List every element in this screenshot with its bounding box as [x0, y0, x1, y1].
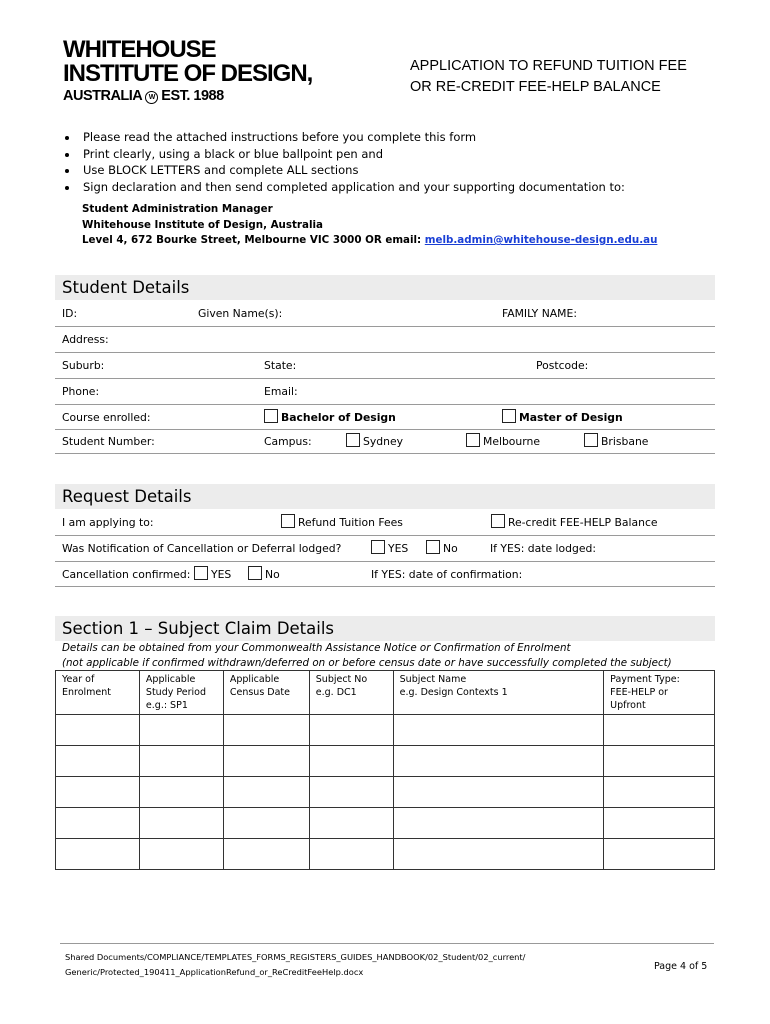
course-row [55, 405, 715, 430]
student-number-row [55, 430, 715, 454]
notification-no-checkbox[interactable] [426, 540, 440, 554]
table-cell[interactable] [223, 715, 309, 746]
table-row [56, 808, 715, 839]
table-row [56, 839, 715, 870]
table-header-row [56, 671, 715, 715]
logo-country: AUSTRALIA [63, 88, 143, 104]
cancellation-yes-checkbox[interactable] [194, 566, 208, 580]
instruction-item: • Sign declaration and then send completed application and your supporting documentation to: [79, 179, 717, 196]
logo-line-1: WHITEHOUSE [63, 36, 216, 63]
logo-line-3 [63, 88, 312, 104]
bachelor-checkbox[interactable] [264, 409, 278, 423]
email-label: Email: [264, 385, 298, 398]
master-checkbox[interactable] [502, 409, 516, 423]
yes-label: YES [388, 542, 409, 555]
suburb-label: Suburb: [62, 359, 105, 372]
section-heading-text: Request Details [62, 487, 192, 506]
address-label: Address: [62, 333, 109, 346]
logo-seal-icon: W [145, 91, 158, 104]
master-label: Master of Design [519, 411, 623, 424]
table-cell[interactable] [309, 746, 393, 777]
sydney-checkbox[interactable] [346, 433, 360, 447]
column-header: Applicable Census Date [223, 671, 309, 715]
column-header: Subject No e.g. DC1 [309, 671, 393, 715]
column-header: Payment Type: FEE-HELP or Upfront [604, 671, 715, 715]
table-cell[interactable] [56, 808, 140, 839]
brisbane-checkbox[interactable] [584, 433, 598, 447]
brisbane-option[interactable] [584, 433, 648, 448]
section1-note-line-1: Details can be obtained from your Commonwealth Assistance Notice or Confirmation of Enrolment [62, 642, 571, 654]
recredit-label: Re-credit FEE-HELP Balance [508, 516, 658, 529]
master-option[interactable] [502, 409, 623, 424]
melbourne-label: Melbourne [483, 435, 540, 448]
table-cell[interactable] [56, 715, 140, 746]
cancellation-confirmed-label: Cancellation confirmed: [62, 568, 191, 581]
table-cell[interactable] [139, 715, 223, 746]
table-cell[interactable] [139, 808, 223, 839]
address-line-2: Whitehouse Institute of Design, Australia [82, 218, 323, 231]
course-enrolled-label: Course enrolled: [62, 411, 151, 424]
student-details-heading [55, 275, 715, 300]
table-cell[interactable] [604, 808, 715, 839]
instructions-list [57, 129, 717, 195]
applying-to-label: I am applying to: [62, 516, 154, 529]
form-title [410, 56, 687, 98]
notification-no-option[interactable] [426, 540, 458, 555]
date-confirmation-label: If YES: date of confirmation: [371, 568, 523, 581]
footer-path [65, 950, 525, 980]
column-header: Year of Enrolment [56, 671, 140, 715]
table-row [56, 746, 715, 777]
table-cell[interactable] [223, 746, 309, 777]
table-cell[interactable] [223, 808, 309, 839]
table-cell[interactable] [139, 746, 223, 777]
form-title-line-1: APPLICATION TO REFUND TUITION FEE [410, 58, 687, 74]
melbourne-checkbox[interactable] [466, 433, 480, 447]
phone-row [55, 379, 715, 405]
table-cell[interactable] [139, 777, 223, 808]
cancellation-row [55, 562, 715, 587]
table-cell[interactable] [56, 777, 140, 808]
footer-path-line-2: Generic/Protected_190411_ApplicationRefund_or_ReCreditFeeHelp.docx [65, 967, 364, 977]
footer-divider [60, 943, 714, 944]
section1-note-line-2: (not applicable if confirmed withdrawn/deferred on or before census date or have successfully completed the subject) [62, 656, 672, 669]
table-cell[interactable] [604, 839, 715, 870]
sydney-option[interactable] [346, 433, 403, 448]
campus-label: Campus: [264, 435, 312, 448]
recredit-checkbox[interactable] [491, 514, 505, 528]
phone-label: Phone: [62, 385, 100, 398]
section1-note [62, 641, 722, 670]
yes-label: YES [211, 568, 232, 581]
table-cell[interactable] [223, 777, 309, 808]
address-row [55, 327, 715, 353]
refund-label: Refund Tuition Fees [298, 516, 403, 529]
sydney-label: Sydney [363, 435, 403, 448]
table-cell[interactable] [309, 808, 393, 839]
email-link[interactable]: melb.admin@whitehouse-design.edu.au [424, 234, 658, 246]
table-cell[interactable] [393, 746, 604, 777]
section-heading-text: Student Details [62, 278, 190, 297]
section-heading-text: Section 1 – Subject Claim Details [62, 619, 335, 638]
table-cell[interactable] [393, 839, 604, 870]
section1-heading [55, 616, 715, 641]
column-header: Subject Name e.g. Design Contexts 1 [393, 671, 604, 715]
refund-checkbox[interactable] [281, 514, 295, 528]
table-cell[interactable] [309, 839, 393, 870]
postcode-label: Postcode: [536, 359, 589, 372]
table-cell[interactable] [309, 777, 393, 808]
address-line-3 [82, 233, 657, 249]
table-cell[interactable] [393, 808, 604, 839]
student-number-label: Student Number: [62, 435, 155, 448]
instruction-item: • Please read the attached instructions before you complete this form [79, 129, 717, 146]
notification-yes-option[interactable] [371, 540, 408, 555]
table-cell[interactable] [393, 715, 604, 746]
instruction-item: • Use BLOCK LETTERS and complete ALL sections [79, 162, 717, 179]
address-street: Level 4, 672 Bourke Street, Melbourne VIC 3000 OR email: [82, 234, 425, 246]
state-label: State: [264, 359, 297, 372]
table-cell[interactable] [223, 839, 309, 870]
notification-yes-checkbox[interactable] [371, 540, 385, 554]
applying-row [55, 510, 715, 536]
cancellation-no-checkbox[interactable] [248, 566, 262, 580]
logo-established: EST. 1988 [161, 88, 224, 104]
bachelor-option[interactable] [264, 409, 396, 424]
request-details-heading [55, 484, 715, 509]
subject-claims-table [55, 670, 715, 870]
notification-label: Was Notification of Cancellation or Deferral lodged? [62, 542, 342, 555]
bachelor-label: Bachelor of Design [281, 411, 396, 424]
table-cell[interactable] [604, 715, 715, 746]
table-cell[interactable] [139, 839, 223, 870]
brisbane-label: Brisbane [601, 435, 649, 448]
date-lodged-label: If YES: date lodged: [490, 542, 596, 555]
institute-logo [63, 38, 312, 104]
page-number: Page 4 of 5 [654, 961, 708, 972]
form-title-line-2: OR RE-CREDIT FEE-HELP BALANCE [410, 79, 661, 95]
table-cell[interactable] [604, 746, 715, 777]
id-label: ID: [62, 307, 78, 320]
table-cell[interactable] [604, 777, 715, 808]
table-cell[interactable] [56, 839, 140, 870]
no-label: No [443, 542, 458, 555]
cancellation-yes-option[interactable] [194, 566, 231, 581]
suburb-row [55, 353, 715, 379]
notification-row [55, 536, 715, 562]
table-row [56, 715, 715, 746]
refund-option[interactable] [281, 514, 403, 529]
logo-line-2: INSTITUTE OF DESIGN, [63, 60, 313, 87]
given-names-label: Given Name(s): [198, 307, 283, 320]
table-row [56, 777, 715, 808]
family-name-label: FAMILY NAME: [502, 307, 577, 320]
table-cell[interactable] [393, 777, 604, 808]
cancellation-no-option[interactable] [248, 566, 280, 581]
footer-path-line-1: Shared Documents/COMPLIANCE/TEMPLATES_FORMS_REGISTERS_GUIDES_HANDBOOK/02_Student/02_current/ [65, 952, 526, 962]
id-name-row [55, 301, 715, 327]
instruction-item: • Print clearly, using a black or blue ballpoint pen and [79, 146, 717, 163]
address-line-1: Student Administration Manager [82, 203, 273, 215]
melbourne-option[interactable] [466, 433, 540, 448]
mailing-address [82, 202, 657, 249]
table-cell[interactable] [309, 715, 393, 746]
table-cell[interactable] [56, 746, 140, 777]
no-label: No [265, 568, 280, 581]
column-header: Applicable Study Period e.g.: SP1 [139, 671, 223, 715]
recredit-option[interactable] [491, 514, 658, 529]
